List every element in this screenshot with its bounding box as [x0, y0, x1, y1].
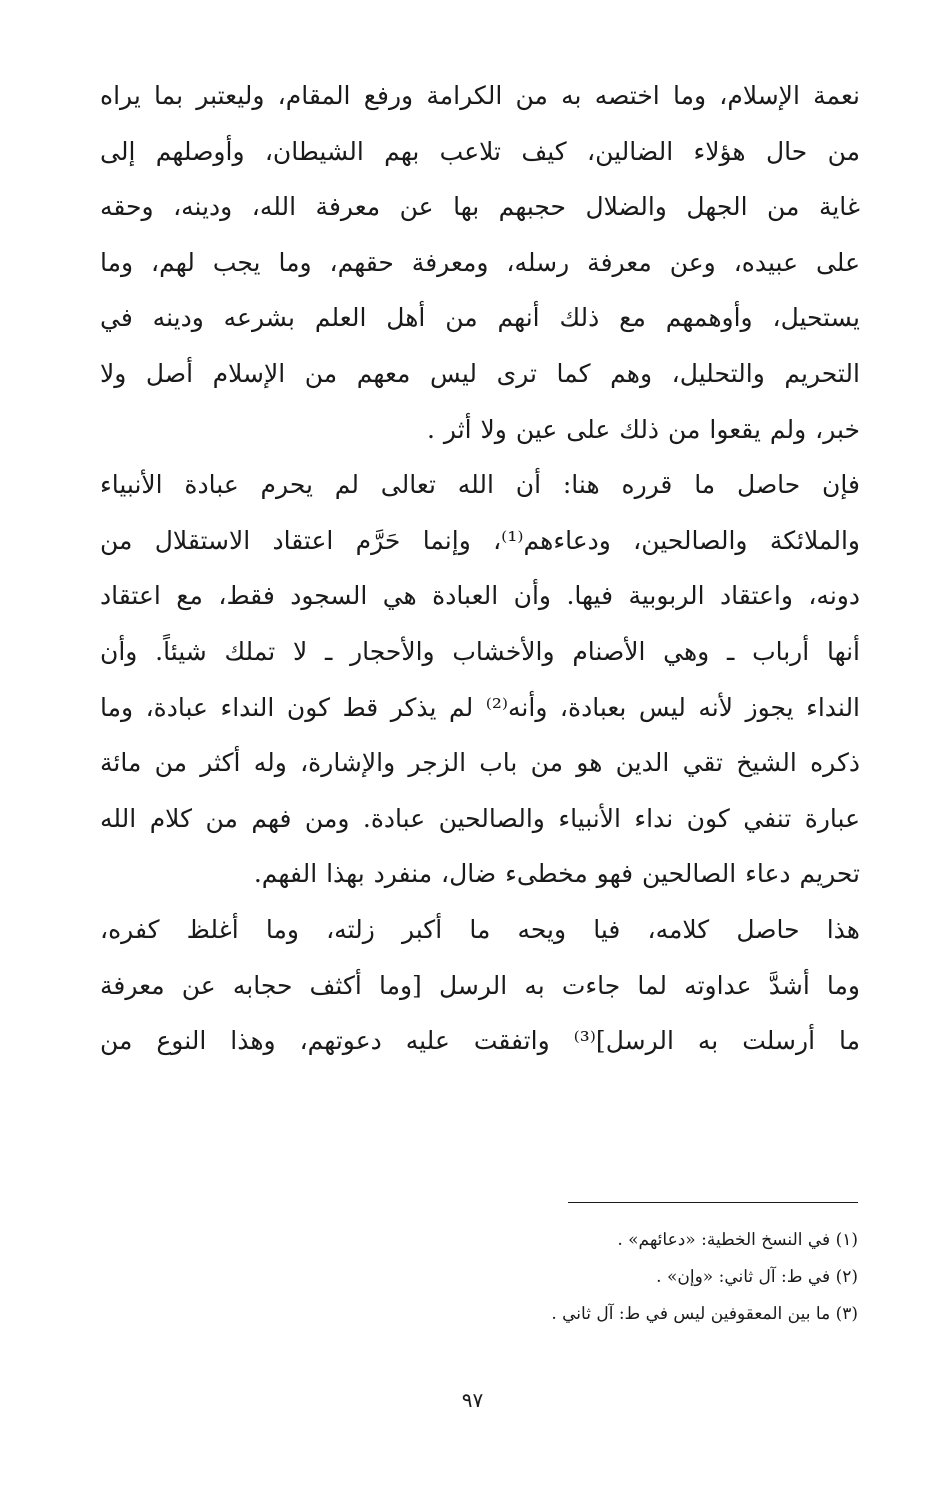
text-line: ذكره الشيخ تقي الدين هو من باب الزجر والإشارة، وله أكثر من مائة [100, 748, 860, 778]
text-line: فإن حاصل ما قرره هنا: أن الله تعالى لم يحرم عبادة الأنبياء [100, 470, 860, 500]
text-line: من حال هؤلاء الضالين، كيف تلاعب بهم الشيطان، وأوصلهم إلى [100, 136, 860, 166]
main-text-block [100, 68, 860, 1069]
text-line: وما أشدَّ عداوته لما جاءت به الرسل [وما أكثف حجابه عن معرفة [100, 970, 860, 1000]
text-line: نعمة الإسلام، وما اختصه به من الكرامة ورفع المقام، وليعتبر بما يراه [100, 81, 860, 110]
footnote-separator [568, 1202, 858, 1203]
footnote-3: (٣) ما بين المعقوفين ليس في ط: آل ثاني . [551, 1304, 858, 1324]
text-line: ما أرسلت به الرسل]⁽³⁾ واتفقت عليه دعوتهم، وهذا النوع من [100, 1026, 860, 1056]
text-line: عبارة تنفي كون نداء الأنبياء والصالحين عبادة. ومن فهم من كلام الله [100, 803, 860, 833]
text-line: دونه، واعتقاد الربوبية فيها. وأن العبادة هي السجود فقط، مع اعتقاد [100, 581, 860, 611]
text-line: هذا حاصل كلامه، فيا ويحه ما أكبر زلته، وما أغلظ كفره، [100, 914, 860, 944]
text-line: غاية من الجهل والضلال حجبهم بها عن معرفة الله، ودينه، وحقه [100, 192, 860, 222]
text-line: والملائكة والصالحين، ودعاءهم⁽¹⁾، وإنما حَرَّم اعتقاد الاستقلال من [100, 525, 860, 555]
text-line: خبر، ولم يقعوا من ذلك على عين ولا أثر . [427, 414, 860, 444]
footnotes-block [300, 1222, 858, 1333]
text-line: أنها أرباب ـ وهي الأصنام والأخشاب والأحجار ـ لا تملك شيئاً. وأن [100, 636, 860, 666]
text-line: تحريم دعاء الصالحين فهو مخطىء ضال، منفرد بهذا الفهم. [253, 859, 860, 889]
page-number: ٩٧ [461, 1388, 484, 1412]
text-line: النداء يجوز لأنه ليس بعبادة، وأنه⁽²⁾ لم يذكر قط كون النداء عبادة، وما [100, 692, 861, 722]
text-line: يستحيل، وأوهمهم مع ذلك أنهم من أهل العلم بشرعه ودينه في [100, 303, 860, 333]
footnote-1: (١) في النسخ الخطية: «دعائهم» . [617, 1230, 858, 1250]
footnote-2: (٢) في ط: آل ثاني: «وإن» . [656, 1267, 858, 1287]
text-line: التحريم والتحليل، وهم كما ترى ليس معهم من الإسلام أصل ولا [100, 358, 860, 388]
text-line: على عبيده، وعن معرفة رسله، ومعرفة حقهم، وما يجب لهم، وما [100, 247, 860, 277]
